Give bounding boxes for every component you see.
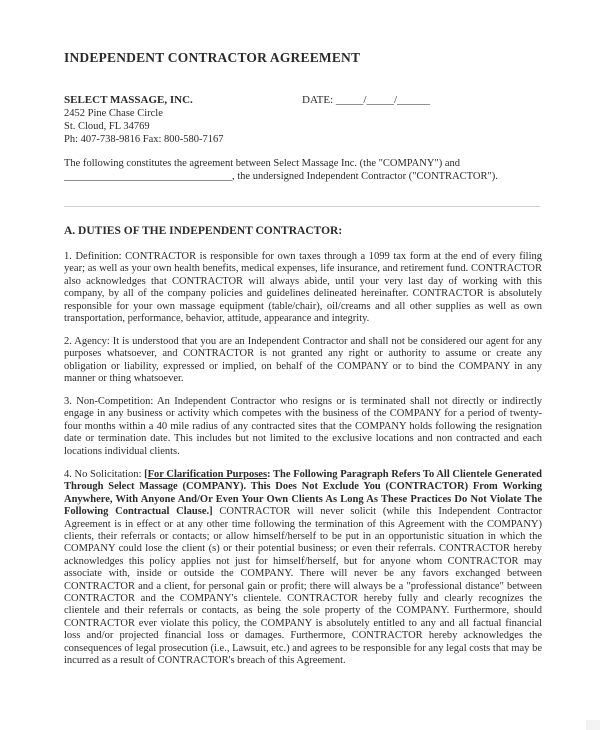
date-field: DATE: _____/_____/______ [302,94,431,106]
company-phone-fax: Ph: 407-738-9816 Fax: 800-580-7167 [64,134,224,145]
company-name: SELECT MASSAGE, INC. [64,94,193,106]
company-address-line-2: St. Cloud, FL 34769 [64,121,150,132]
no-solicitation-prefix: 4. No Solicitation: [64,469,145,480]
intro-paragraph [64,157,542,183]
section-a-heading: A. DUTIES OF THE INDEPENDENT CONTRACTOR: [64,225,343,237]
document-title: INDEPENDENT CONTRACTOR AGREEMENT [64,50,361,65]
clarification-text: : The Following Paragraph Refers To All Clientele Generated Through Select Massage (COMPANY). This Does Not Exclude You (CONTRACTOR) From Working Anywhere, With Anyone And/Or Even Your Own Clients As Long As These Practices Do Not Violate The Following Contractual Clause. [64,469,542,518]
company-address-block [64,94,224,146]
paragraph-no-solicitation [64,469,542,668]
clarification-bracket-close: ] [209,506,213,518]
paragraph-non-competition: 3. Non-Competition: An Independent Contractor who resigns or is terminated shall not directly or indirectly engage in any business or activity which competes with the business of the COMPANY for a period of twenty-four months within a 40 mile radius of any contracted sites that the COMPANY holds following the resignation date or termination date. This includes but not limited to the exclusive locations and non contracted and each locations individual clients. [64,396,542,457]
page-corner-mark [586,720,600,730]
clarification-purposes-label: For Clarification Purposes [147,469,268,480]
divider [64,206,540,207]
paragraph-agency: 2. Agency: It is understood that you are an Independent Contractor and shall not be considered our agent for any purposes whatsoever, and CONTRACTOR is not granted any right or authority to assume or create any obligation or liability, expressed or implied, on behalf of the COMPANY or to bind the COMPANY in any manner or thing whatsoever. [64,336,542,385]
no-solicitation-body: CONTRACTOR will never solicit (while this Independent Contractor Agreement is in effect or at any other time following the termination of this Agreement with the COMPANY) clients, their referrals or contacts; or allow himself/herself to be put in an opportunistic situation in which the COMPANY could lose the client (s) or their potential business; or even their referrals. CONTRACTOR hereby acknowledges this policy applies not just for himself/herself, but for anyone whom CONTRACTOR may associate with, inside or outside the COMPANY. There will never be any favors exchanged between CONTRACTOR and a client, for personal gain or profit; there will always be a "professional distance" between CONTRACTOR and the COMPANY's clientele. CONTRACTOR hereby fully and clearly recognizes the clientele and their referrals or contacts, as being the sole property of the COMPANY. Furthermore, should CONTRACTOR ever violate this policy, the COMPANY is absolutely entitled to any and all factual financial loss and/or projected financial loss or damages. Furthermore, CONTRACTOR hereby acknowledges the consequences of legal prosecution (i.e., Lawsuit, etc.) and agrees to be responsible for any legal costs that may be incurred as a result of CONTRACTOR's breach of this Agreement. [64,506,543,667]
intro-line-1: The following constitutes the agreement between Select Massage Inc. (the "COMPANY") and [64,158,461,169]
company-address-line-1: 2452 Pine Chase Circle [64,108,163,119]
clarification-bracket-open: [ [144,469,148,480]
intro-line-2: ________________________________, the undersigned Independent Contractor ("CONTRACTOR"). [64,171,498,182]
paragraph-definition: 1. Definition: CONTRACTOR is responsible for own taxes through a 1099 tax form at the end of every filing year; as well as your own health benefits, medical expenses, life insurance, and retirement fund. CONTRACTOR also acknowledges that CONTRACTOR will always abide, until your very last day of working with this company, by all of the company policies and guidelines delineated hereinafter. CONTRACTOR is absolutely responsible for your own massage equipment (table/chair), oil/creams and all other supplies as well as own transportation, performance, behavior, attitude, appearance and integrity. [64,251,542,325]
